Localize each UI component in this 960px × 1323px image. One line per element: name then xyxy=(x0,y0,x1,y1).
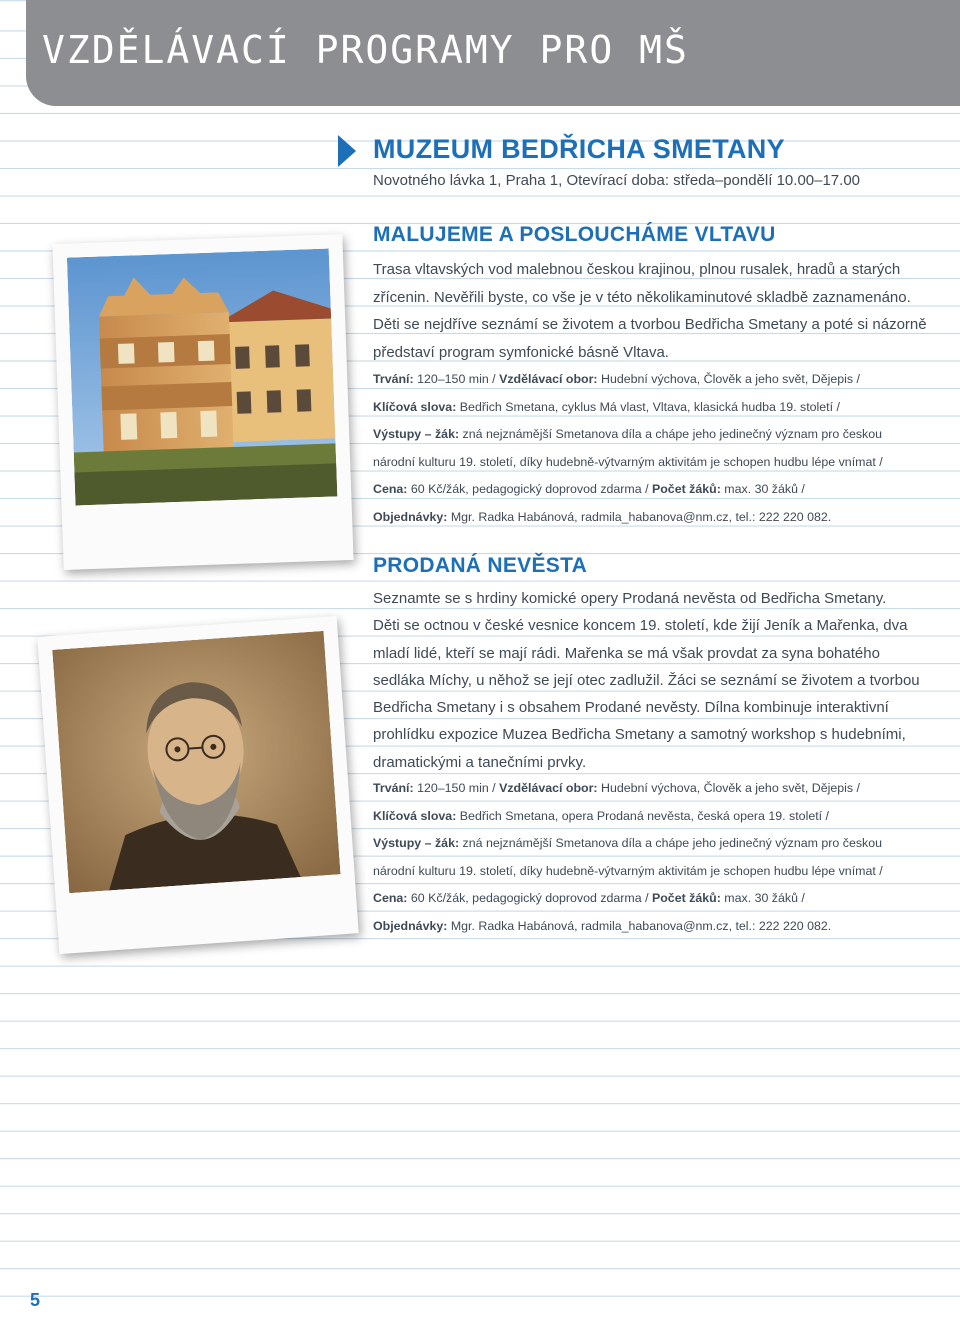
program-description-prodana-nevesta xyxy=(373,585,933,776)
detail-row-outputs-cont: národní kulturu 19. století, díky hudebně-výtvarným aktivitám je schopen hudbu lépe vnímat / xyxy=(373,454,883,469)
detail-row-price: Cena: 60 Kč/žák, pedagogický doprovod zdarma / Počet žáků: max. 30 žáků / xyxy=(373,891,805,905)
smetana-portrait-image xyxy=(52,631,340,893)
program-description-vltava xyxy=(373,256,933,366)
description-line: Děti se octnou v české vesnice koncem 19. století, kde žijí Jeník a Mařenka, dva xyxy=(373,617,908,635)
detail-row-keywords: Klíčová slova: Bedřich Smetana, opera Prodaná nevěsta, česká opera 19. století / xyxy=(373,808,829,823)
description-line: představí program symfonické básně Vltava. xyxy=(373,343,669,361)
description-line: prohlídku expozice Muzea Bedřicha Smetany a samotný workshop s hudebními, xyxy=(373,726,906,744)
detail-row-orders: Objednávky: Mgr. Radka Habánová, radmila_habanova@nm.cz, tel.: 222 220 082. xyxy=(373,509,832,524)
description-line: Děti se nejdříve seznámí se životem a tvorbou Bedřicha Smetany a poté si názorně xyxy=(373,316,927,333)
description-line: dramatickými a tanečními prvky. xyxy=(373,753,587,771)
page-title: VZDĚLÁVACÍ PROGRAMY PRO MŠ xyxy=(42,28,689,72)
photo-museum-building xyxy=(52,234,353,570)
detail-row-duration: Trvání: 120–150 min / Vzdělávací obor: Hudební výchova, Člověk a jeho svět, Dějepis / xyxy=(373,372,860,386)
description-line: Trasa vltavských vod malebnou českou krajinou, plnou rusalek, hradů a starých xyxy=(373,261,901,278)
description-line: Seznamte se s hrdiny komické opery Prodaná nevěsta od Bedřicha Smetany. xyxy=(373,590,887,607)
program-details-prodana-nevesta xyxy=(373,775,933,940)
section-arrow-icon xyxy=(338,135,356,167)
museum-address: Novotného lávka 1, Praha 1, Otevírací doba: středa–pondělí 10.00–17.00 xyxy=(373,172,861,189)
description-line: mladí lidé, kteří se mají rádi. Mařenka se má však provdat za syna bohatého xyxy=(373,644,880,662)
program-details-vltava xyxy=(373,366,933,531)
page-number: 5 xyxy=(30,1290,41,1310)
detail-row-keywords: Klíčová slova: Bedřich Smetana, cyklus Má vlast, Vltava, klasická hudba 19. století / xyxy=(373,399,840,414)
program-title-vltava: MALUJEME A POSLOUCHÁME VLTAVU xyxy=(373,223,776,246)
photo-smetana-portrait xyxy=(37,616,358,954)
museum-title: MUZEUM BEDŘICHA SMETANY xyxy=(373,134,785,164)
detail-row-outputs: Výstupy – žák: zná nejznámější Smetanova díla a chápe jeho jedinečný význam pro českou xyxy=(373,427,883,441)
description-line: sedláka Míchy, u něhož se její otec zadlužil. Žáci se seznámí se životem a tvorbou xyxy=(373,671,920,689)
detail-row-outputs-cont: národní kulturu 19. století, díky hudebně-výtvarným aktivitám je schopen hudbu lépe vnímat / xyxy=(373,863,883,878)
description-line: Bedřicha Smetany i s obsahem Prodané nevěsty. Dílna kombinuje interaktivní xyxy=(373,699,889,717)
detail-row-orders: Objednávky: Mgr. Radka Habánová, radmila_habanova@nm.cz, tel.: 222 220 082. xyxy=(373,918,832,933)
detail-row-outputs: Výstupy – žák: zná nejznámější Smetanova díla a chápe jeho jedinečný význam pro českou xyxy=(373,836,883,850)
museum-building-image xyxy=(67,249,337,506)
detail-row-price: Cena: 60 Kč/žák, pedagogický doprovod zdarma / Počet žáků: max. 30 žáků / xyxy=(373,482,805,496)
detail-row-duration: Trvání: 120–150 min / Vzdělávací obor: Hudební výchova, Člověk a jeho svět, Dějepis / xyxy=(373,781,860,795)
program-title-prodana-nevesta: PRODANÁ NEVĚSTA xyxy=(373,554,588,577)
description-line: zřícenin. Nevěřili byste, co vše je v této několikaminutové skladbě zaznamenáno. xyxy=(373,288,911,306)
